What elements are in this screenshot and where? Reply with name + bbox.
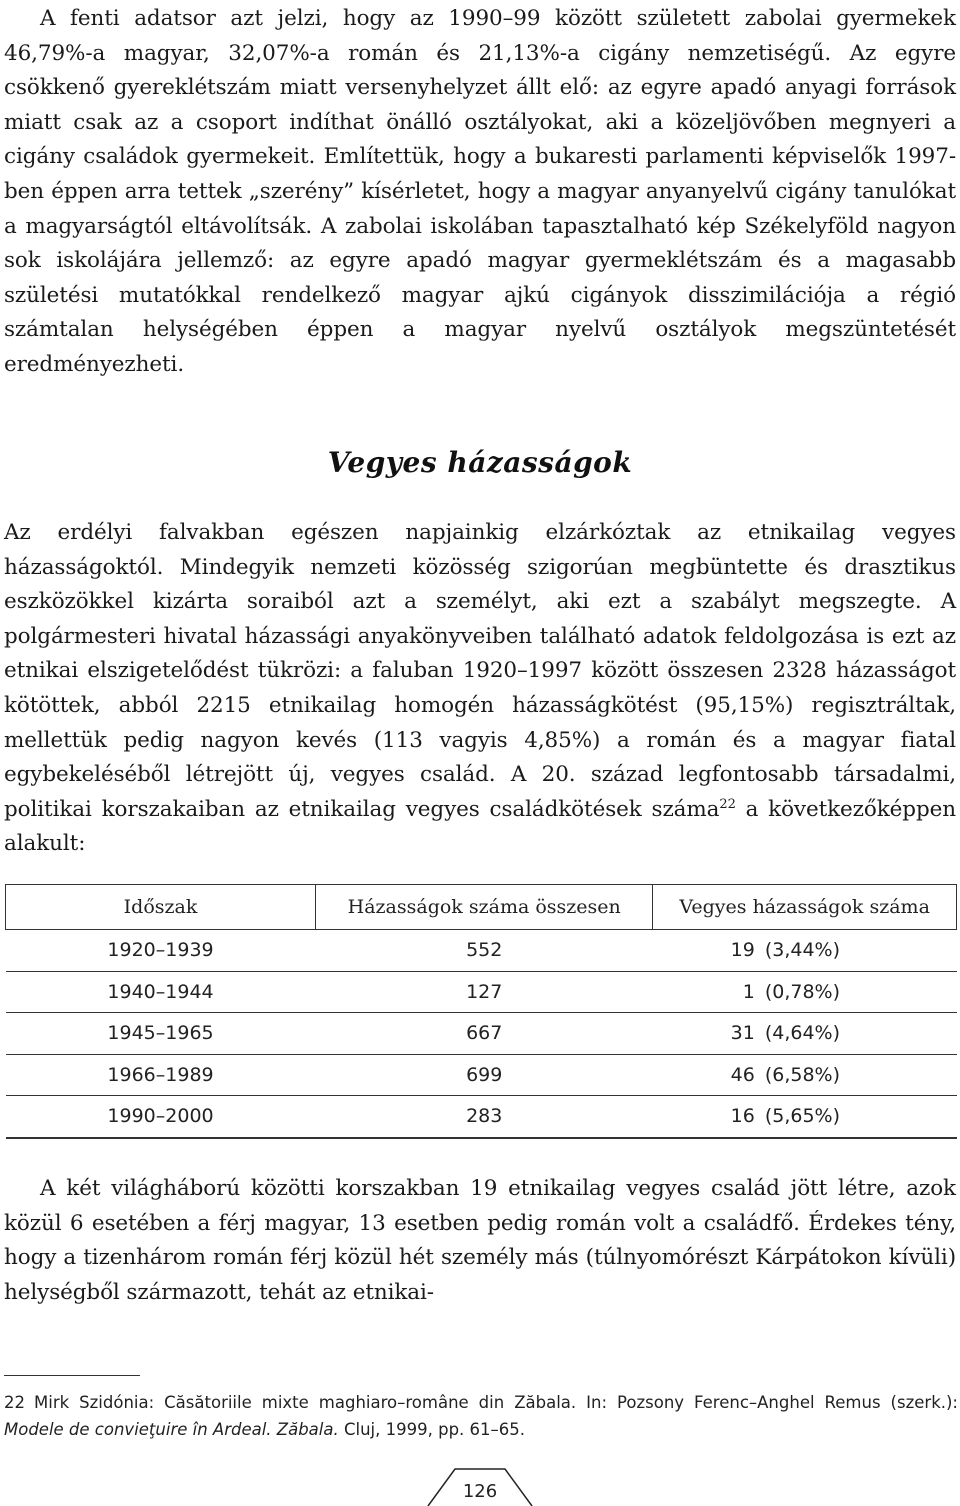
mixed-count: 16	[730, 1105, 755, 1128]
total-cell: 127	[316, 971, 653, 1013]
body-paragraph-1: A fenti adatsor azt jelzi, hogy az 1990–99 között született zabolai gyermekek 46,79%-a magyar, 32,07%-a román és 21,13%-a cigány nemzetiségű. Az egyre csökkenő gyereklétszám miatt versenyhelyzet állt elő: az egyre apadó anyagi források miatt csak az a csoport indíthat önálló osztályokat, aki a közeljövőben megnyeri a cigány családok gyermekeit. Említettük, hogy a bukaresti parlamenti képviselők 1997-ben éppen arra tettek „szerény” kísérletet, hogy a magyar anyanyelvű cigány tanulókat a magyarságtól eltávolítsák. A zabolai iskolában tapasztalható kép Székelyföld nagyon sok iskolájára jellemző: az egyre apadó magyar gyermeklétszám és a magasabb születési mutatókkal rendelkező magyar ajkú cigányok disszimilációja a régió számtalan helységében éppen a magyar nyelvű osztályok megszüntetését eredményezheti.	[4, 6, 956, 377]
body-paragraph-2	[4, 516, 956, 862]
total-cell: 283	[316, 1096, 653, 1138]
period-cell: 1945–1965	[6, 1013, 316, 1055]
column-header-mixed: Vegyes házasságok száma	[653, 885, 957, 930]
paragraph-2-text: Az erdélyi falvakban egészen napjainkig elzárkóztak az etnikailag vegyes házasságoktól. Mindegyik nemzeti közösség szigorúan megbüntette és drasztikus eszközökkel kizárta soraiból azt a személyt, aki ezt a szabályt megszegte. A polgármesteri hivatal házassági anyakönyveiben található adatok feldolgozása is ezt az etnikai elszigetelődést tükrözi: a faluban 1920–1997 között összesen 2328 házasságot kötöttek, abból 2215 etnikailag homogén házasságkötést (95,15%) regisztráltak, mellettük pedig nagyon kevés (113 vagyis 4,85%) a román és a magyar fiatal egybekeléséből létrejött új, vegyes család. A 20. század legfontosabb társadalmi, politikai korszakaiban az etnikailag vegyes családkötések száma	[4, 520, 956, 822]
table-row	[6, 1054, 957, 1096]
page-number: 126	[462, 1481, 498, 1502]
table-row	[6, 930, 957, 972]
mixed-percent: (3,44%)	[764, 939, 841, 962]
mixed-cell	[653, 1013, 957, 1055]
footnote-text-end: Cluj, 1999, pp. 61–65.	[338, 1420, 526, 1439]
period-cell: 1920–1939	[6, 930, 316, 972]
marriages-table	[5, 884, 957, 1139]
section-heading: Vegyes házasságok	[327, 446, 633, 479]
total-cell: 699	[316, 1054, 653, 1096]
table-row	[6, 1096, 957, 1138]
period-cell: 1990–2000	[6, 1096, 316, 1138]
body-paragraph-3: A két világháború közötti korszakban 19 etnikailag vegyes család jött létre, azok közül 6 esetében a férj magyar, 13 esetben pedig román volt a családfő. Érdekes tény, hogy a tizenhárom román férj közül hét személy más (túlnyomórészt Kárpátokon kívüli) helységből származott, tehát az etnikai-	[4, 1176, 956, 1305]
mixed-percent: (4,64%)	[764, 1022, 841, 1045]
paragraph-2-text-end: a következőképpen alakult:	[4, 796, 956, 857]
column-header-period: Időszak	[6, 885, 316, 930]
mixed-count: 1	[742, 980, 755, 1003]
mixed-count: 31	[730, 1022, 755, 1045]
mixed-percent: (6,58%)	[764, 1063, 841, 1086]
mixed-percent: (0,78%)	[764, 980, 841, 1003]
period-cell: 1940–1944	[6, 971, 316, 1013]
period-cell: 1966–1989	[6, 1054, 316, 1096]
table-row	[6, 1013, 957, 1055]
mixed-percent: (5,65%)	[764, 1105, 841, 1128]
mixed-cell	[653, 930, 957, 972]
footnote	[4, 1389, 958, 1443]
total-cell: 667	[316, 1013, 653, 1055]
mixed-cell	[653, 1096, 957, 1138]
footnote-number: 22	[4, 1393, 25, 1412]
column-header-total: Házasságok száma összesen	[316, 885, 653, 930]
footnote-reference[interactable]: 22	[719, 796, 736, 812]
table-row	[6, 971, 957, 1013]
total-cell: 552	[316, 930, 653, 972]
table-header-row	[6, 885, 957, 930]
footnote-title: Modele de convieţuire în Ardeal. Zăbala.	[4, 1420, 339, 1439]
footnote-divider	[4, 1375, 140, 1376]
page-number-box	[0, 1467, 960, 1506]
mixed-count: 19	[730, 939, 755, 962]
footnote-text: Mirk Szidónia: Căsătoriile mixte maghiaro–române din Zăbala. In: Pozsony Ferenc–Anghel Remus (szerk.):	[34, 1393, 958, 1412]
mixed-cell	[653, 1054, 957, 1096]
mixed-count: 46	[730, 1063, 755, 1086]
mixed-cell	[653, 971, 957, 1013]
